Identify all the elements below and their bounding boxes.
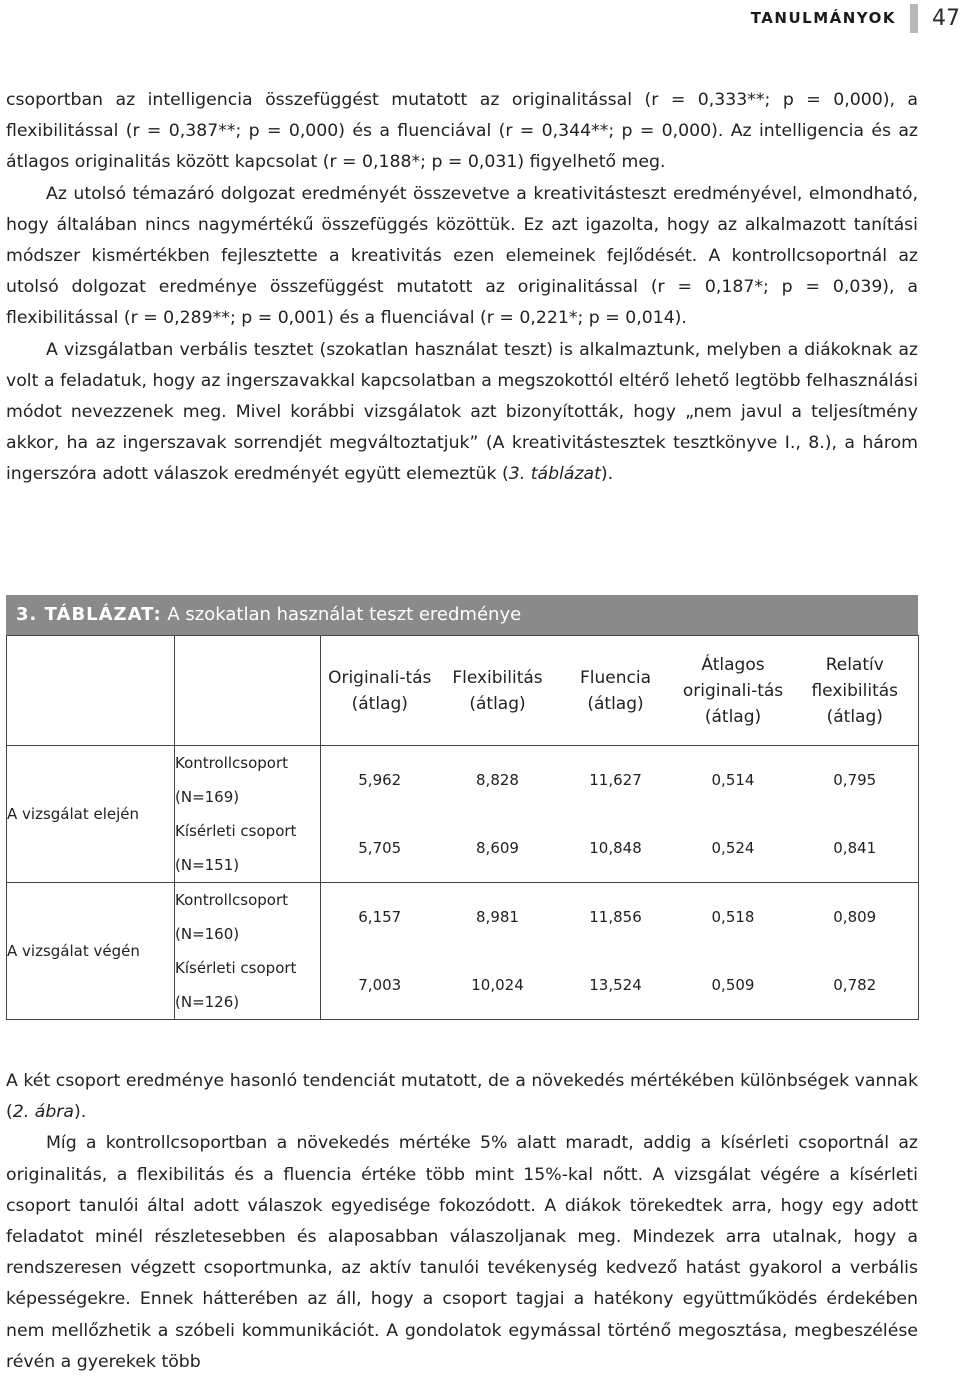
table-row — [7, 746, 919, 815]
paragraph-verbal-test — [6, 335, 918, 491]
table-cell: 11,627 — [557, 746, 675, 815]
table-header-empty-stage — [7, 636, 175, 746]
table-header-row — [7, 636, 919, 746]
paragraph-test-comparison: Az utolsó témazáró dolgozat eredményét összevetve a kreativitásteszt eredményével, elmondható, hogy általában nincs nagymértékű összefüggés közöttük. Ez azt igazolta, hogy az alkalmazott tanítási módszer kismértékben fejlesztette a kreativitás ezen elemeinek fejlődését. A kontrollcsoportnál az utolsó dolgozat eredménye összefüggést mutatott az originalitással (r = 0,187*; p = 0,039), a flexibilitással (r = 0,289**; p = 0,001) és a fluenciával (r = 0,221*; p = 0,014). — [6, 183, 918, 329]
section-label: TANULMÁNYOK — [750, 9, 896, 27]
paragraph-tendency-end: ). — [74, 1102, 87, 1123]
results-table — [6, 635, 919, 1020]
table-cell: 8,981 — [439, 883, 557, 952]
table-caption — [6, 595, 918, 635]
body-text-top — [6, 85, 918, 491]
table-cell: 8,828 — [439, 746, 557, 815]
table-reference: 3. táblázat — [508, 464, 601, 485]
body-text-bottom — [6, 1066, 918, 1378]
stage-label-end: A vizsgálat végén — [7, 883, 175, 1020]
paragraph-growth: Míg a kontrollcsoportban a növekedés mértéke 5% alatt maradt, addig a kísérleti csoportnál az originalitás, a flexibilitás és a fluencia értéke több mint 15%-kal nőtt. A vizsgálat végére a kísérleti csoport tanulói által adott válaszok egyedisége fokozódott. A diákok törekedtek arra, hogy egy adott feladatot minél részletesebben és alaposabban válaszoljanak meg. Mindezek arra utalnak, hogy a rendszeresen végzett csoportmunka, az aktív tanulói tevékenység kedvező hatást gyakorol a verbális képességekre. Ennek hátterében az áll, hogy a csoport tagjai a hatékony együttműködés érdekében nem mellőzhetik a szóbeli kommunikációt. A gondolatok egymással történő megosztása, megbeszélése révén a gyerekek több — [6, 1133, 918, 1372]
paragraph-verbal-test-end: ). — [600, 464, 614, 485]
table-cell: 0,518 — [675, 883, 792, 952]
column-header-avg-originality: Átlagos originali-tás (átlag) — [675, 636, 792, 746]
group-label: Kontrollcsoport (N=169) — [175, 746, 321, 815]
table-cell: 0,809 — [792, 883, 919, 952]
table-cell: 8,609 — [439, 814, 557, 883]
table-cell: 0,782 — [792, 951, 919, 1020]
column-header-originality: Originali-tás (átlag) — [321, 636, 439, 746]
paragraph-intelligence: csoportban az intelligencia összefüggést mutatott az originalitással (r = 0,333**; p = 0,000), a flexibilitással (r = 0,387**; p = 0,000) és a fluenciával (r = 0,344**; p = 0,000). Az intelligencia és az átlagos originalitás között kapcsolat (r = 0,188*; p = 0,031) figyelhető meg. — [6, 90, 918, 173]
table-cell: 5,962 — [321, 746, 439, 815]
table-cell: 0,841 — [792, 814, 919, 883]
column-header-relative-flexibility: Relatív flexibilitás (átlag) — [792, 636, 919, 746]
table-row — [7, 883, 919, 952]
paragraph-verbal-test-text: A vizsgálatban verbális tesztet (szokatlan használat teszt) is alkalmaztunk, melyben a diákoknak az volt a feladatuk, hogy az ingerszavakkal kapcsolatban a megszokottól eltérő lehető legtöbb felhasználási módot nevezzenek meg. Mivel korábbi vizsgálatok azt bizonyították, hogy „nem javul a teljesítmény akkor, ha az ingerszavak sorrendjét megváltoztatjuk” (A kreativitástesztek tesztkönyve I., 8.), a három ingerszóra adott válaszok eredményét együtt elemeztük ( — [6, 339, 918, 485]
paragraph-tendency — [6, 1066, 918, 1128]
table-cell: 0,509 — [675, 951, 792, 1020]
table-cell: 0,524 — [675, 814, 792, 883]
stage-label-start: A vizsgálat elején — [7, 746, 175, 883]
table-cell: 10,848 — [557, 814, 675, 883]
table-cell: 10,024 — [439, 951, 557, 1020]
figure-reference: 2. ábra — [12, 1102, 74, 1123]
table-cell: 0,514 — [675, 746, 792, 815]
table-caption-label: 3. TÁBLÁZAT: — [16, 604, 162, 625]
table-cell: 13,524 — [557, 951, 675, 1020]
table-caption-title: A szokatlan használat teszt eredménye — [167, 604, 522, 625]
paragraph-tendency-text: A két csoport eredménye hasonló tendenciát mutatott, de a növekedés mértékében különbségek vannak ( — [6, 1071, 918, 1123]
column-header-flexibility: Flexibilitás (átlag) — [439, 636, 557, 746]
table-header-empty-group — [175, 636, 321, 746]
table-cell: 7,003 — [321, 951, 439, 1020]
group-label: Kísérleti csoport (N=126) — [175, 951, 321, 1020]
group-label: Kísérleti csoport (N=151) — [175, 814, 321, 883]
column-header-fluency: Fluencia (átlag) — [557, 636, 675, 746]
results-table-section — [6, 595, 918, 1020]
table-cell: 6,157 — [321, 883, 439, 952]
header-divider-bar — [910, 4, 918, 33]
table-cell: 5,705 — [321, 814, 439, 883]
table-cell: 11,856 — [557, 883, 675, 952]
page-header — [0, 0, 960, 50]
table-cell: 0,795 — [792, 746, 919, 815]
group-label: Kontrollcsoport (N=160) — [175, 883, 321, 952]
page-number: 47 — [932, 6, 960, 31]
